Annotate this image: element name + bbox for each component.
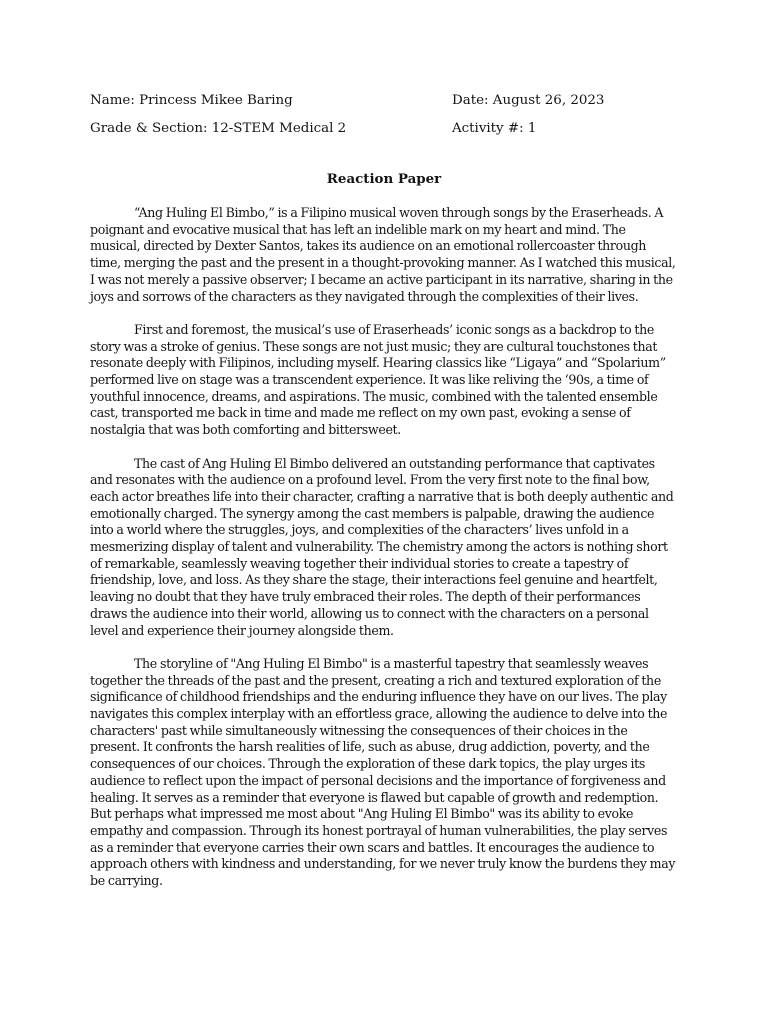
student-name: Name: Princess Mikee Baring [90,93,293,108]
submission-date: Date: August 26, 2023 [452,93,605,108]
document-header [90,92,690,148]
document-title: Reaction Paper [326,171,442,187]
header-row-1 [90,92,690,109]
paragraph: The storyline of "Ang Huling El Bimbo" is a masterful tapestry that seamlessly weaves together the threads of the past and the present, creating a rich and textured exploration of the significance of childhood friendships and the enduring influence they have on our lives. The play navigates this complex interplay with an effortless grace, allowing the audience to delve into the characters' past while simultaneously witnessing the consequences of their choices in the present. It confronts the harsh realities of life, such as abuse, drug addiction, poverty, and the consequences of our choices. Through the exploration of these dark topics, the play urges its audience to reflect upon the impact of personal decisions and the importance of forgiveness and healing. It serves as a reminder that everyone is flawed but capable of growth and redemption. But perhaps what impressed me most about "Ang Huling El Bimbo" was its ability to evoke empathy and compassion. Through its honest portrayal of human vulnerabilities, the play serves as a reminder that everyone carries their own scars and battles. It encourages the audience to approach others with kindness and understanding, for we never truly know the burdens they may be carrying. [90,655,676,889]
paragraph: The cast of Ang Huling El Bimbo delivered an outstanding performance that captivates and resonates with the audience on a profound level. From the very first note to the final bow, each actor breathes life into their character, crafting a narrative that is both deeply authentic and emotionally charged. The synergy among the cast members is palpable, drawing the audience into a world where the struggles, joys, and complexities of the characters’ lives unfold in a mesmerizing display of talent and vulnerability. The chemistry among the actors is nothing short of remarkable, seamlessly weaving together their individual stories to create a tapestry of friendship, love, and loss. As they share the stage, their interactions feel genuine and heartfelt, leaving no doubt that they have truly embraced their roles. The depth of their performances draws the audience into their world, allowing us to connect with the characters on a personal level and experience their journey alongside them. [90,455,674,638]
activity-number: Activity #: 1 [452,121,537,136]
header-row-2 [90,120,690,137]
document-body [90,205,678,906]
grade-section: Grade & Section: 12-STEM Medical 2 [90,121,347,136]
paragraph: First and foremost, the musical’s use of Eraserheads’ iconic songs as a backdrop to the story was a stroke of genius. These songs are not just music; they are cultural touchstones that resonate deeply with Filipinos, including myself. Hearing classics like “Ligaya” and “Spolarium” performed live on stage was a transcendent experience. It was like reliving the ‘90s, a time of youthful innocence, dreams, and aspirations. The music, combined with the talented ensemble cast, transported me back in time and made me reflect on my own past, evoking a sense of nostalgia that was both comforting and bittersweet. [90,321,666,438]
paragraph: “Ang Huling El Bimbo,” is a Filipino musical woven through songs by the Eraserheads. A poignant and evocative musical that has left an indelible mark on my heart and mind. The musical, directed by Dexter Santos, takes its audience on an emotional rollercoaster through time, merging the past and the present in a thought-provoking manner. As I watched this musical, I was not merely a passive observer; I became an active participant in its narrative, sharing in the joys and sorrows of the characters as they navigated through the complexities of their lives. [90,205,676,304]
